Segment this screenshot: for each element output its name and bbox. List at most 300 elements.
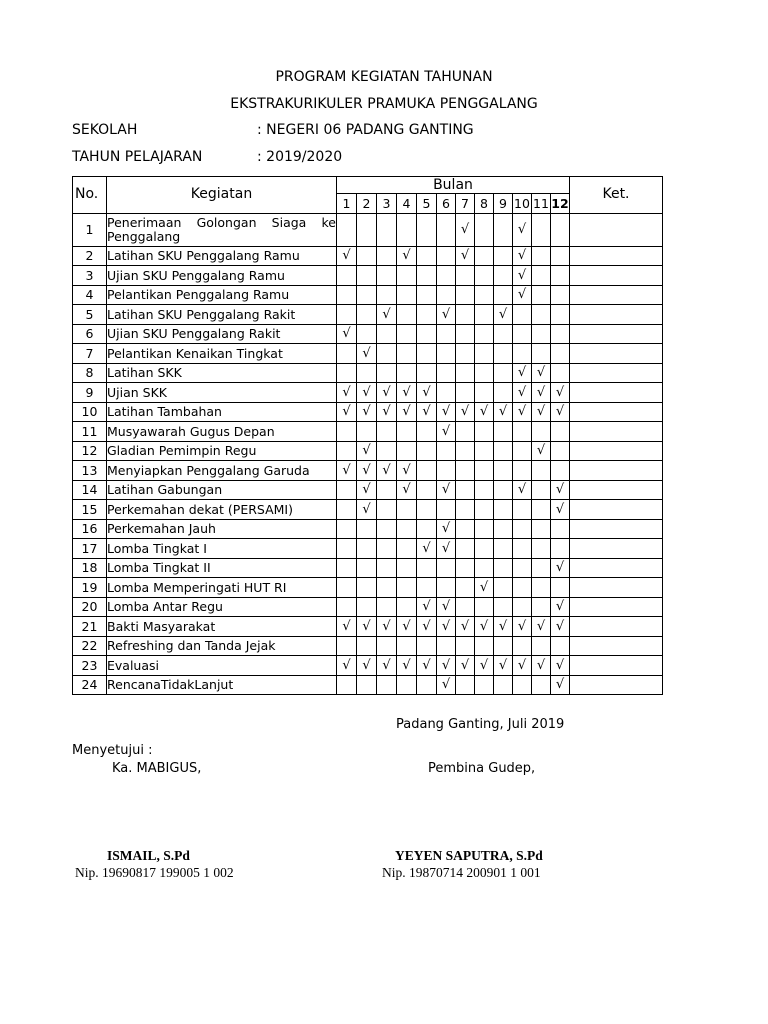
month-cell-1 xyxy=(337,422,357,442)
month-cell-9 xyxy=(494,324,513,344)
month-cell-4 xyxy=(397,617,417,637)
month-cell-8 xyxy=(475,363,494,383)
month-cell-8 xyxy=(475,213,494,246)
activity-name: Perkemahan dekat (PERSAMI) xyxy=(107,500,337,520)
month-cell-11 xyxy=(532,402,551,422)
row-number: 16 xyxy=(73,519,107,539)
activity-name: Pelantikan Kenaikan Tingkat xyxy=(107,344,337,364)
check-mark-icon: √ xyxy=(441,599,451,615)
month-cell-1 xyxy=(337,266,357,286)
month-cell-12 xyxy=(551,266,570,286)
check-mark-icon: √ xyxy=(402,618,411,634)
month-cell-4 xyxy=(397,422,417,442)
month-cell-10 xyxy=(513,656,532,676)
row-number: 5 xyxy=(73,305,107,325)
month-cell-7 xyxy=(456,422,475,442)
check-mark-icon: √ xyxy=(536,384,546,400)
month-cell-9 xyxy=(494,305,513,325)
month-cell-3 xyxy=(377,285,397,305)
month-cell-12 xyxy=(551,480,570,500)
month-cell-12 xyxy=(551,519,570,539)
month-cell-4 xyxy=(397,344,417,364)
table-row xyxy=(73,213,663,246)
month-cell-10 xyxy=(513,305,532,325)
table-row xyxy=(73,519,663,539)
month-cell-12 xyxy=(551,656,570,676)
month-cell-2 xyxy=(357,344,377,364)
month-cell-11 xyxy=(532,441,551,461)
check-mark-icon: √ xyxy=(362,384,371,400)
remarks-cell xyxy=(570,266,663,286)
month-cell-9 xyxy=(494,441,513,461)
month-header-8: 8 xyxy=(475,194,494,214)
month-cell-11 xyxy=(532,519,551,539)
month-cell-8 xyxy=(475,305,494,325)
month-cell-11 xyxy=(532,500,551,520)
month-cell-5 xyxy=(417,266,437,286)
remarks-cell xyxy=(570,344,663,364)
check-mark-icon: √ xyxy=(555,599,565,615)
check-mark-icon: √ xyxy=(555,482,565,498)
month-cell-1 xyxy=(337,441,357,461)
check-mark-icon: √ xyxy=(441,677,451,693)
month-cell-11 xyxy=(532,305,551,325)
activity-name: Ujian SKU Penggalang Ramu xyxy=(107,266,337,286)
remarks-cell xyxy=(570,675,663,695)
check-mark-icon: √ xyxy=(536,657,546,673)
check-mark-icon: √ xyxy=(479,657,489,673)
month-cell-12 xyxy=(551,363,570,383)
table-row xyxy=(73,344,663,364)
month-header-10: 10 xyxy=(513,194,532,214)
column-header-ket: Ket. xyxy=(570,177,663,214)
month-cell-2 xyxy=(357,422,377,442)
month-cell-3 xyxy=(377,213,397,246)
month-cell-4 xyxy=(397,305,417,325)
month-cell-6 xyxy=(437,656,456,676)
month-cell-9 xyxy=(494,422,513,442)
month-cell-11 xyxy=(532,617,551,637)
month-cell-9 xyxy=(494,636,513,656)
month-cell-9 xyxy=(494,500,513,520)
activity-name: Menyiapkan Penggalang Garuda xyxy=(107,461,337,481)
check-mark-icon: √ xyxy=(382,618,391,634)
month-cell-2 xyxy=(357,461,377,481)
month-cell-9 xyxy=(494,402,513,422)
month-cell-7 xyxy=(456,266,475,286)
month-cell-10 xyxy=(513,363,532,383)
activity-name: Evaluasi xyxy=(107,656,337,676)
month-cell-3 xyxy=(377,324,397,344)
month-cell-6 xyxy=(437,213,456,246)
month-cell-5 xyxy=(417,344,437,364)
table-row xyxy=(73,480,663,500)
month-cell-7 xyxy=(456,461,475,481)
month-cell-9 xyxy=(494,656,513,676)
month-cell-7 xyxy=(456,539,475,559)
month-cell-9 xyxy=(494,539,513,559)
row-number: 1 xyxy=(73,213,107,246)
month-cell-1 xyxy=(337,363,357,383)
check-mark-icon: √ xyxy=(517,267,527,283)
month-header-2: 2 xyxy=(357,194,377,214)
month-cell-5 xyxy=(417,246,437,266)
row-number: 10 xyxy=(73,402,107,422)
check-mark-icon: √ xyxy=(517,618,527,634)
check-mark-icon: √ xyxy=(555,501,565,517)
month-cell-10 xyxy=(513,324,532,344)
month-cell-6 xyxy=(437,363,456,383)
check-mark-icon: √ xyxy=(382,306,391,322)
month-cell-2 xyxy=(357,578,377,598)
month-cell-8 xyxy=(475,617,494,637)
check-mark-icon: √ xyxy=(441,423,451,439)
month-cell-7 xyxy=(456,656,475,676)
month-cell-1 xyxy=(337,461,357,481)
month-cell-10 xyxy=(513,675,532,695)
row-number: 18 xyxy=(73,558,107,578)
activity-name: Bakti Masyarakat xyxy=(107,617,337,637)
month-cell-8 xyxy=(475,539,494,559)
month-header-4: 4 xyxy=(397,194,417,214)
remarks-cell xyxy=(570,500,663,520)
month-cell-12 xyxy=(551,441,570,461)
remarks-cell xyxy=(570,363,663,383)
month-header-7: 7 xyxy=(456,194,475,214)
month-cell-5 xyxy=(417,578,437,598)
check-mark-icon: √ xyxy=(342,404,351,420)
month-cell-4 xyxy=(397,675,417,695)
check-mark-icon: √ xyxy=(555,404,565,420)
check-mark-icon: √ xyxy=(536,365,546,381)
check-mark-icon: √ xyxy=(402,482,411,498)
month-cell-3 xyxy=(377,480,397,500)
month-cell-5 xyxy=(417,617,437,637)
month-cell-6 xyxy=(437,344,456,364)
month-cell-10 xyxy=(513,344,532,364)
month-cell-8 xyxy=(475,636,494,656)
month-cell-7 xyxy=(456,344,475,364)
month-cell-1 xyxy=(337,305,357,325)
month-cell-5 xyxy=(417,675,437,695)
row-number: 22 xyxy=(73,636,107,656)
table-row xyxy=(73,558,663,578)
month-cell-4 xyxy=(397,441,417,461)
month-cell-5 xyxy=(417,441,437,461)
month-cell-9 xyxy=(494,266,513,286)
month-cell-1 xyxy=(337,539,357,559)
month-cell-12 xyxy=(551,246,570,266)
check-mark-icon: √ xyxy=(498,618,508,634)
table-row xyxy=(73,266,663,286)
month-cell-1 xyxy=(337,213,357,246)
month-cell-10 xyxy=(513,558,532,578)
month-header-6: 6 xyxy=(437,194,456,214)
month-cell-10 xyxy=(513,480,532,500)
check-mark-icon: √ xyxy=(441,306,451,322)
month-cell-12 xyxy=(551,285,570,305)
table-row xyxy=(73,402,663,422)
table-row xyxy=(73,324,663,344)
check-mark-icon: √ xyxy=(517,248,527,264)
month-cell-9 xyxy=(494,558,513,578)
month-cell-3 xyxy=(377,597,397,617)
month-cell-10 xyxy=(513,636,532,656)
remarks-cell xyxy=(570,480,663,500)
check-mark-icon: √ xyxy=(479,404,489,420)
month-cell-8 xyxy=(475,578,494,598)
check-mark-icon: √ xyxy=(362,462,371,478)
check-mark-icon: √ xyxy=(422,540,431,556)
month-cell-7 xyxy=(456,324,475,344)
activity-name: Latihan Tambahan xyxy=(107,402,337,422)
month-cell-6 xyxy=(437,305,456,325)
month-cell-9 xyxy=(494,519,513,539)
month-cell-4 xyxy=(397,597,417,617)
check-mark-icon: √ xyxy=(517,287,527,303)
month-cell-7 xyxy=(456,213,475,246)
month-cell-3 xyxy=(377,617,397,637)
month-cell-10 xyxy=(513,500,532,520)
month-cell-12 xyxy=(551,675,570,695)
month-cell-6 xyxy=(437,500,456,520)
check-mark-icon: √ xyxy=(402,657,411,673)
month-cell-2 xyxy=(357,500,377,520)
check-mark-icon: √ xyxy=(441,540,451,556)
row-number: 17 xyxy=(73,539,107,559)
month-header-5: 5 xyxy=(417,194,437,214)
month-cell-3 xyxy=(377,500,397,520)
month-cell-8 xyxy=(475,285,494,305)
year-label: TAHUN PELAJARAN xyxy=(72,149,203,165)
check-mark-icon: √ xyxy=(517,222,527,237)
month-cell-2 xyxy=(357,539,377,559)
remarks-cell xyxy=(570,383,663,403)
remarks-cell xyxy=(570,519,663,539)
month-cell-6 xyxy=(437,441,456,461)
month-cell-6 xyxy=(437,402,456,422)
remarks-cell xyxy=(570,656,663,676)
month-cell-5 xyxy=(417,324,437,344)
month-cell-11 xyxy=(532,344,551,364)
column-header-no: No. xyxy=(73,177,107,214)
month-cell-7 xyxy=(456,558,475,578)
activity-name: Latihan SKU Penggalang Ramu xyxy=(107,246,337,266)
check-mark-icon: √ xyxy=(362,657,371,673)
month-cell-8 xyxy=(475,597,494,617)
month-cell-7 xyxy=(456,578,475,598)
month-cell-6 xyxy=(437,539,456,559)
month-cell-11 xyxy=(532,266,551,286)
month-cell-7 xyxy=(456,636,475,656)
month-cell-6 xyxy=(437,324,456,344)
remarks-cell xyxy=(570,441,663,461)
month-cell-3 xyxy=(377,636,397,656)
month-cell-9 xyxy=(494,363,513,383)
activity-name: Latihan SKK xyxy=(107,363,337,383)
month-cell-10 xyxy=(513,422,532,442)
month-cell-6 xyxy=(437,558,456,578)
month-cell-3 xyxy=(377,344,397,364)
check-mark-icon: √ xyxy=(422,384,431,400)
check-mark-icon: √ xyxy=(536,443,546,459)
row-number: 23 xyxy=(73,656,107,676)
month-cell-7 xyxy=(456,285,475,305)
month-cell-3 xyxy=(377,305,397,325)
table-row xyxy=(73,578,663,598)
month-cell-3 xyxy=(377,461,397,481)
month-cell-3 xyxy=(377,539,397,559)
month-cell-11 xyxy=(532,539,551,559)
activity-name: Lomba Tingkat I xyxy=(107,539,337,559)
month-cell-5 xyxy=(417,480,437,500)
month-cell-8 xyxy=(475,246,494,266)
month-cell-5 xyxy=(417,636,437,656)
month-cell-12 xyxy=(551,636,570,656)
month-cell-2 xyxy=(357,480,377,500)
activity-name: Lomba Antar Regu xyxy=(107,597,337,617)
month-cell-1 xyxy=(337,656,357,676)
month-cell-11 xyxy=(532,324,551,344)
month-cell-2 xyxy=(357,266,377,286)
remarks-cell xyxy=(570,578,663,598)
check-mark-icon: √ xyxy=(517,482,527,498)
approval-label: Menyetujui : xyxy=(72,743,153,758)
month-cell-12 xyxy=(551,344,570,364)
month-cell-7 xyxy=(456,675,475,695)
check-mark-icon: √ xyxy=(498,657,508,673)
month-cell-1 xyxy=(337,246,357,266)
month-cell-7 xyxy=(456,441,475,461)
month-cell-3 xyxy=(377,383,397,403)
table-row xyxy=(73,539,663,559)
row-number: 15 xyxy=(73,500,107,520)
month-cell-2 xyxy=(357,383,377,403)
check-mark-icon: √ xyxy=(422,657,431,673)
activity-name: Musyawarah Gugus Depan xyxy=(107,422,337,442)
month-cell-3 xyxy=(377,402,397,422)
right-signatory-nip: Nip. 19870714 200901 1 001 xyxy=(382,865,541,880)
month-cell-11 xyxy=(532,422,551,442)
check-mark-icon: √ xyxy=(460,248,470,264)
activity-name: Ujian SKU Penggalang Rakit xyxy=(107,324,337,344)
month-cell-8 xyxy=(475,500,494,520)
month-cell-4 xyxy=(397,539,417,559)
activity-name: Lomba Tingkat II xyxy=(107,558,337,578)
check-mark-icon: √ xyxy=(402,384,411,400)
month-cell-8 xyxy=(475,402,494,422)
month-cell-2 xyxy=(357,363,377,383)
month-cell-6 xyxy=(437,480,456,500)
check-mark-icon: √ xyxy=(555,384,565,400)
remarks-cell xyxy=(570,636,663,656)
remarks-cell xyxy=(570,324,663,344)
month-cell-5 xyxy=(417,285,437,305)
row-number: 4 xyxy=(73,285,107,305)
month-cell-6 xyxy=(437,266,456,286)
month-header-11: 11 xyxy=(532,194,551,214)
month-cell-5 xyxy=(417,558,437,578)
activity-name: Latihan SKU Penggalang Rakit xyxy=(107,305,337,325)
remarks-cell xyxy=(570,213,663,246)
month-cell-11 xyxy=(532,636,551,656)
check-mark-icon: √ xyxy=(402,462,411,478)
remarks-cell xyxy=(570,617,663,637)
document-subtitle: EKSTRAKURIKULER PRAMUKA PENGGALANG xyxy=(230,96,538,112)
month-cell-5 xyxy=(417,363,437,383)
month-cell-12 xyxy=(551,402,570,422)
month-header-3: 3 xyxy=(377,194,397,214)
month-cell-8 xyxy=(475,656,494,676)
month-cell-5 xyxy=(417,656,437,676)
month-cell-11 xyxy=(532,675,551,695)
row-number: 12 xyxy=(73,441,107,461)
check-mark-icon: √ xyxy=(342,657,351,673)
month-cell-3 xyxy=(377,578,397,598)
table-row xyxy=(73,617,663,637)
month-cell-11 xyxy=(532,285,551,305)
month-cell-3 xyxy=(377,656,397,676)
month-cell-3 xyxy=(377,519,397,539)
check-mark-icon: √ xyxy=(362,618,371,634)
month-cell-8 xyxy=(475,324,494,344)
month-cell-10 xyxy=(513,402,532,422)
month-cell-11 xyxy=(532,461,551,481)
month-cell-3 xyxy=(377,266,397,286)
month-cell-4 xyxy=(397,500,417,520)
month-cell-6 xyxy=(437,578,456,598)
month-cell-4 xyxy=(397,480,417,500)
table-row xyxy=(73,461,663,481)
check-mark-icon: √ xyxy=(342,384,351,400)
check-mark-icon: √ xyxy=(362,482,371,498)
month-cell-3 xyxy=(377,675,397,695)
table-row xyxy=(73,675,663,695)
month-cell-12 xyxy=(551,500,570,520)
month-cell-8 xyxy=(475,441,494,461)
check-mark-icon: √ xyxy=(402,248,411,264)
table-row xyxy=(73,285,663,305)
month-cell-1 xyxy=(337,500,357,520)
month-cell-1 xyxy=(337,402,357,422)
check-mark-icon: √ xyxy=(460,222,470,237)
month-cell-10 xyxy=(513,246,532,266)
month-cell-4 xyxy=(397,402,417,422)
month-cell-11 xyxy=(532,363,551,383)
month-cell-3 xyxy=(377,363,397,383)
month-cell-2 xyxy=(357,402,377,422)
month-cell-10 xyxy=(513,461,532,481)
month-cell-5 xyxy=(417,539,437,559)
month-cell-6 xyxy=(437,617,456,637)
month-cell-10 xyxy=(513,578,532,598)
month-cell-5 xyxy=(417,383,437,403)
month-cell-10 xyxy=(513,213,532,246)
place-date: Padang Ganting, Juli 2019 xyxy=(396,717,565,732)
month-cell-8 xyxy=(475,480,494,500)
month-cell-1 xyxy=(337,675,357,695)
month-cell-6 xyxy=(437,597,456,617)
month-cell-10 xyxy=(513,617,532,637)
month-cell-6 xyxy=(437,461,456,481)
month-cell-12 xyxy=(551,383,570,403)
month-cell-11 xyxy=(532,383,551,403)
table-row xyxy=(73,363,663,383)
month-cell-9 xyxy=(494,383,513,403)
month-cell-4 xyxy=(397,656,417,676)
month-cell-4 xyxy=(397,519,417,539)
check-mark-icon: √ xyxy=(536,404,546,420)
